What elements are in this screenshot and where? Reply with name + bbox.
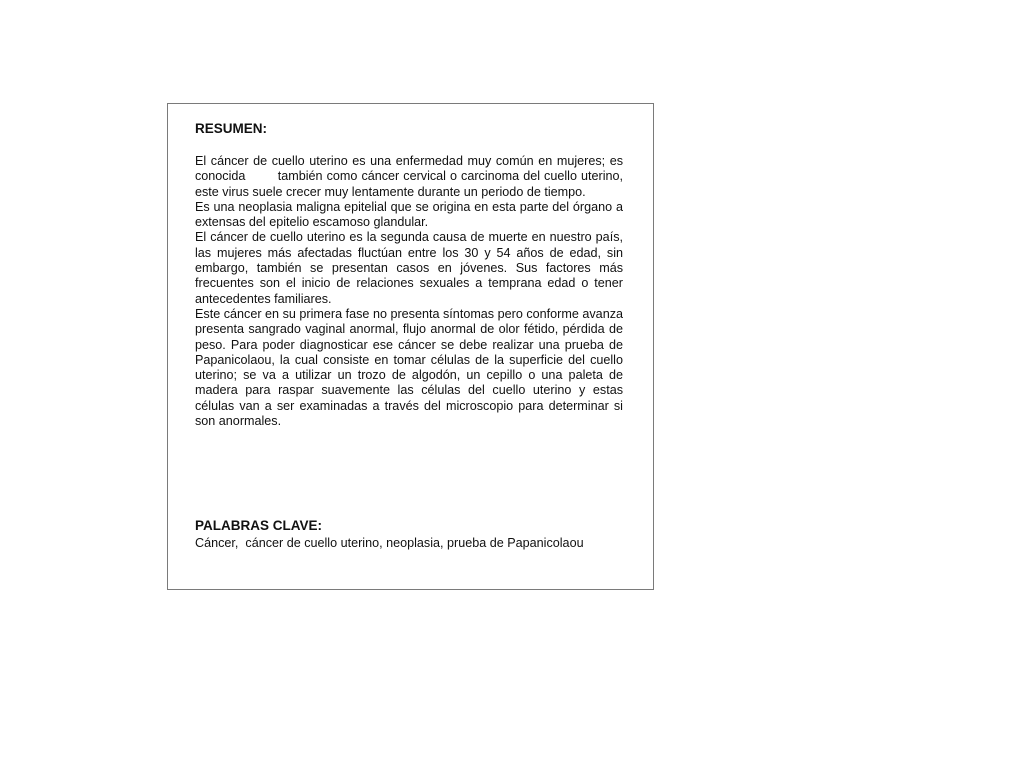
keywords-text: Cáncer, cáncer de cuello uterino, neoplasia, prueba de Papanicolaou bbox=[195, 536, 584, 550]
abstract-body bbox=[195, 154, 627, 429]
abstract-section bbox=[195, 121, 627, 429]
abstract-heading: RESUMEN: bbox=[195, 121, 268, 136]
keywords-section bbox=[195, 518, 635, 551]
keywords-heading: PALABRAS CLAVE: bbox=[195, 518, 322, 533]
abstract-paragraph-4: Este cáncer en su primera fase no presenta síntomas pero conforme avanza presenta sangrado vaginal anormal, flujo anormal de olor fétido, pérdida de peso. Para poder diagnosticar ese cáncer se debe realizar una prueba de Papanicolaou, la cual consiste en tomar células de la superficie del cuello uterino; se va a utilizar un trozo de algodón, un cepillo o una paleta de madera para raspar suavemente las células del cuello uterino y estas células van a ser examinadas a través del microscopio para determinar si son anormales. bbox=[195, 306, 623, 429]
abstract-paragraph-1: El cáncer de cuello uterino es una enfermedad muy común en mujeres; es conocida también como cáncer cervical o carcinoma del cuello uterino, este virus suele crecer muy lentamente durante un periodo de tiempo. bbox=[195, 154, 627, 199]
abstract-box bbox=[167, 103, 654, 590]
abstract-paragraph-3: El cáncer de cuello uterino es la segunda causa de muerte en nuestro país, las mujeres más afectadas fluctúan entre los 30 y 54 años de edad, sin embargo, también se presentan casos en jóvenes. Sus factores más frecuentes son el inicio de relaciones sexuales a temprana edad o tener antecedentes familiares. bbox=[195, 230, 623, 306]
abstract-paragraph-2: Es una neoplasia maligna epitelial que se origina en esta parte del órgano a extensas del epitelio escamoso glandular. bbox=[195, 199, 623, 230]
